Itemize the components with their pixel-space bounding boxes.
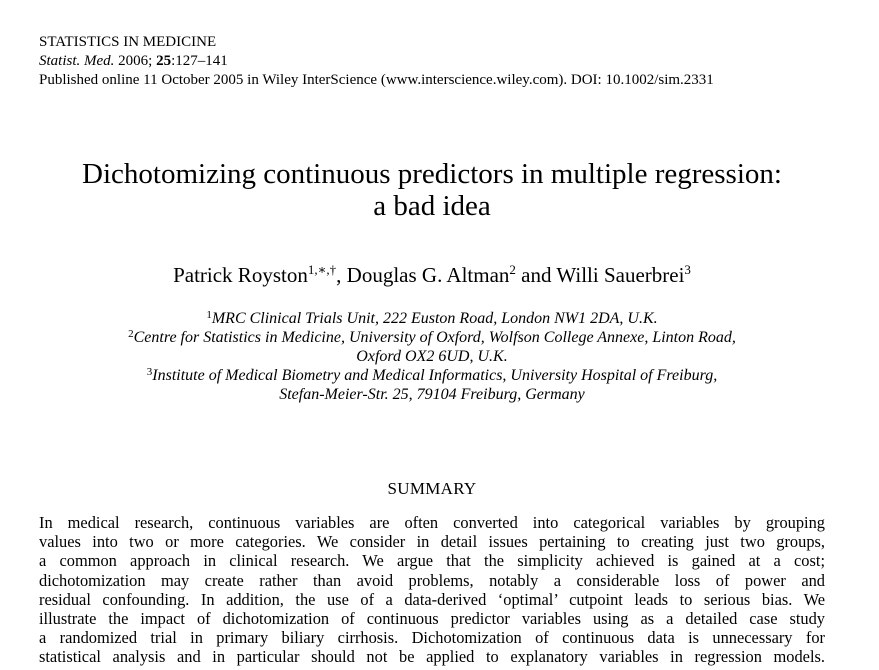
summary-line: illustrate the impact of dichotomization of continuous predictor variables using as a detailed case study [39,609,825,629]
citation-pages: :127–141 [171,53,228,69]
summary-line: a common approach in clinical research. We argue that the simplicity achieved is gained at a cost; [39,551,825,571]
citation-journal-abbrev: Statist. Med. [39,53,115,69]
affiliation-text: Stefan-Meier-Str. 25, 79104 Freiburg, Germany [279,386,585,403]
affiliations [0,309,864,404]
affiliation-2 [0,328,864,366]
affiliation-number: 1 [206,309,212,321]
affiliation-1 [0,309,864,328]
citation-volume: 25 [156,53,172,69]
affiliation-text: Institute of Medical Biometry and Medical Informatics, University Hospital of Freiburg, [152,367,718,384]
summary-line: In medical research, continuous variables are often converted into categorical variables by grouping [39,513,825,532]
summary-line: statistical analysis and in particular should not be applied to explanatory variables in regression models. [39,647,825,667]
affiliation-number: 3 [146,366,153,378]
author-list [0,262,864,288]
author-marks: 2 [509,262,516,277]
summary-heading: SUMMARY [387,479,477,498]
paper-title-line-1: Dichotomizing continuous predictors in multiple regression: [82,158,782,190]
affiliation-text: Centre for Statistics in Medicine, University of Oxford, Wolfson College Annexe, Linton Road, [133,329,736,346]
affiliation-text: MRC Clinical Trials Unit, 222 Euston Road, London NW1 2DA, U.K. [211,310,658,327]
citation [39,52,714,71]
affiliation-3 [0,366,864,404]
author-separator: and [515,263,557,287]
author-name: Patrick Royston [173,263,308,287]
summary-line: dichotomization may create rather than avoid problems, notably a considerable loss of power and [39,570,825,590]
author-marks: 3 [684,262,691,277]
author-name: Willi Sauerbrei [556,263,685,287]
citation-year: 2006; [118,53,153,69]
journal-header [39,33,714,90]
publication-info: Published online 11 October 2005 in Wiley InterScience (www.interscience.wiley.com). DOI: 10.1002/sim.2331 [39,72,714,88]
affiliation-text: Oxford OX2 6UD, U.K. [356,348,508,365]
journal-name: STATISTICS IN MEDICINE [39,34,217,50]
summary-line: values into two or more categories. We consider in detail issues pertaining to creating just two groups, [39,532,825,552]
summary-line: a randomized trial in primary biliary cirrhosis. Dichotomization of continuous data is unnecessary for [39,628,825,648]
author-separator: , [336,263,347,287]
author-marks: 1,∗,† [307,262,337,277]
summary-line: residual confounding. In addition, the use of a data-derived ‘optimal’ cutpoint leads to serious bias. We [39,589,825,609]
paper-title [0,158,864,222]
affiliation-number: 2 [128,328,134,340]
paper-title-line-2: a bad idea [373,190,491,222]
author-name: Douglas G. Altman [346,263,510,287]
summary-body [39,513,825,667]
